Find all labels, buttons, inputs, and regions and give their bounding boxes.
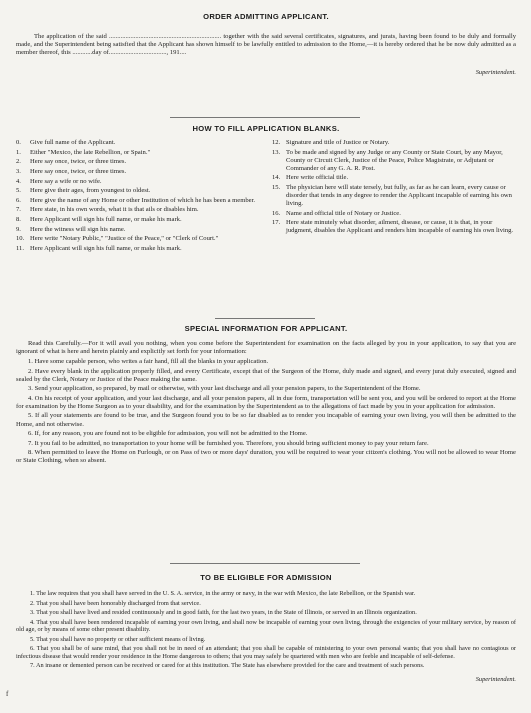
eligible-section: [16, 573, 516, 684]
instruction-text: Here the witness will sign his name.: [30, 225, 126, 233]
eligible-paragraphs: [16, 590, 516, 670]
special-paragraph: 6. If, for any reason, you are found not to be eligible for admission, you will not be admitted to the Home.: [28, 430, 308, 438]
instruction-number: 14.: [272, 174, 281, 182]
divider: [215, 318, 315, 319]
how-to-section: [16, 124, 516, 133]
how-to-title: HOW TO FILL APPLICATION BLANKS.: [192, 124, 340, 133]
how-to-left-column: [16, 139, 260, 255]
instruction-number: 9.: [16, 225, 21, 233]
eligibility-requirement: 7. An insane or demented person can be received or cared for at this institution. The State has elsewhere provided for the care and treatment of such persons.: [30, 662, 425, 670]
instruction-item: [272, 210, 516, 218]
special-paragraph: 3. Send your application, so prepared, by mail or otherwise, with your last discharge and all your pension papers, to the Superintendent of the Home.: [28, 385, 421, 393]
instruction-text: Here write official title.: [286, 174, 349, 182]
instruction-item: [272, 174, 516, 182]
instruction-text: The physician here will state tersely, but fully, as far as he can learn, every cause or disorder that tends in any degree to render the Applicant incapable of earning his own living.: [286, 183, 512, 207]
special-paragraph: Read this Carefully.—For it will avail you nothing, when you come before the Superintendent for examination on the facts alleged by you in your application, to say that you are ignorant of what is here and herein plainly and explicitly set forth for your information:: [16, 340, 516, 356]
instruction-item: [16, 226, 260, 234]
instruction-item: [16, 158, 260, 166]
instruction-text: Here give their ages, from youngest to oldest.: [30, 187, 151, 195]
special-paragraph: 8. When permitted to leave the Home on Furlough, or on Pass of two or more days' duration, you will be required to wear your citizen's clothing. You will not be allowed to wear Home or State Clothing, when so absent.: [16, 449, 516, 465]
special-title: SPECIAL INFORMATION FOR APPLICANT.: [184, 324, 348, 333]
instruction-number: 10.: [16, 235, 25, 243]
order-section: [16, 12, 516, 77]
instruction-text: Give full name of the Applicant.: [30, 139, 116, 146]
instruction-text: Here Applicant will sign his full name, or make his mark.: [30, 244, 182, 252]
order-signature: Superintendent.: [475, 69, 516, 77]
margin-mark: f: [6, 690, 9, 698]
instruction-item: [16, 245, 260, 253]
instruction-text: Here state minutely what disorder, ailment, disease, or cause, it is that, in your judgment, disables the Applicant and renders him incapable of earning his own living.: [286, 219, 514, 235]
order-title: ORDER ADMITTING APPLICANT.: [203, 12, 329, 21]
eligibility-requirement: 1. The law requires that you shall have served in the U. S. A. service, in the army or navy, in the war with Mexico, the late Rebellion, or the Spanish war.: [30, 590, 416, 598]
instruction-item: [16, 168, 260, 176]
instruction-item: [16, 187, 260, 195]
eligible-signature: Superintendent.: [475, 676, 516, 684]
instruction-item: [16, 139, 260, 147]
instruction-text: Here say once, twice, or three times.: [30, 167, 127, 175]
instruction-number: 4.: [16, 177, 21, 185]
instruction-number: 15.: [272, 183, 281, 191]
special-paragraph: 4. On his receipt of your application, and your last discharge, and all your pension papers, all in due form, transportation will be sent you, and you will be ordered to report at the Home for examination by the Home Surgeon as to your disability, and for the examination by the Superintendent as to the allegations of fact made by you in your application for admission.: [16, 394, 516, 410]
instruction-text: To be made and signed by any Judge or any County or State Court, by any Mayor, County or Circuit Clerk, Justice of the Peace, Police Magistrate, or Adjutant or Commander of any G. A. R. Post.: [286, 148, 503, 172]
instruction-item: [272, 139, 516, 147]
instruction-item: [272, 184, 516, 208]
instruction-item: [272, 219, 516, 235]
instruction-item: [16, 216, 260, 224]
special-section: [16, 324, 516, 467]
instruction-number: 5.: [16, 187, 21, 195]
instruction-text: Here write "Notary Public," "Justice of the Peace," or "Clerk of Court.": [30, 235, 219, 243]
special-paragraph: 5. If all your statements are found to be true, and the Surgeon found you to be so far disabled as to render you incapable of earning your own living, you will then be admitted to the Home, and not otherwise.: [16, 412, 516, 428]
how-to-right-column: [272, 139, 516, 255]
instruction-number: 13.: [272, 148, 281, 156]
instruction-number: 1.: [16, 148, 21, 156]
eligibility-requirement: 4. That you shall have been rendered incapable of earning your own living, and shall now be incapable of earning your own living, through the exigencies of your military service, by reason of old age, or by means of some other present disability.: [16, 618, 516, 634]
instruction-number: 7.: [16, 206, 21, 214]
instruction-item: [16, 235, 260, 243]
special-paragraph: 2. Have every blank in the application properly filled, and every Certificate, except that of the Surgeon of the Home, duly made and signed, and every jurat duly executed, signed and sealed by the Clerk, Notary or Justice of the Peace making the same.: [16, 367, 516, 383]
instruction-item: [16, 149, 260, 157]
instruction-number: 11.: [16, 244, 24, 252]
eligibility-requirement: 2. That you shall have been honorably discharged from that service.: [30, 599, 201, 607]
instruction-item: [16, 178, 260, 186]
special-paragraphs: [16, 340, 516, 465]
instruction-text: Either "Mexico, the late Rebellion, or Spain.": [30, 148, 151, 156]
instruction-number: 12.: [272, 139, 281, 146]
special-paragraph: 7. It you fail to be admitted, no transportation to your home will be furnished you. Therefore, you should bring sufficient money to pay your return fare.: [28, 439, 429, 447]
instruction-number: 6.: [16, 196, 21, 204]
special-paragraph: 1. Have some capable person, who writes a fair hand, fill all the blanks in your application.: [28, 357, 269, 365]
instruction-text: Signature and title of Justice or Notary.: [286, 139, 390, 146]
instruction-text: Here state, in his own words, what it is that ails or disables him.: [30, 206, 199, 214]
instruction-number: 17.: [272, 219, 281, 227]
instruction-item: [16, 197, 260, 205]
divider: [170, 563, 360, 564]
instruction-number: 0.: [16, 139, 21, 146]
instruction-text: Here Applicant will sign his full name, or make his mark.: [30, 216, 182, 223]
eligibility-requirement: 6. That you shall be of sane mind, that you shall not be in need of an attendant; that you shall be capable of ministering to your own personal wants; that you shall have no contagious or infectious disease that would render your residence in the Home dangerous to others; that you may safely be quartered with men who are feeble and incapable of self-defense.: [16, 645, 516, 660]
how-to-columns: [16, 139, 516, 255]
instruction-number: 2.: [16, 158, 21, 166]
instruction-text: Name and official title of Notary or Justice.: [286, 209, 401, 217]
divider: [170, 117, 360, 118]
instruction-text: Here say once, twice, or three times.: [30, 158, 127, 166]
instruction-number: 8.: [16, 216, 21, 223]
instruction-text: Here give the name of any Home or other Institution of which he has been a member.: [30, 196, 256, 204]
eligible-title: TO BE ELIGIBLE FOR ADMISSION: [200, 573, 332, 582]
instruction-item: [16, 206, 260, 214]
instruction-text: Here say a wife or no wife.: [30, 177, 102, 185]
eligibility-requirement: 3. That you shall have lived and resided continuously and in good faith, for the last two years, in the State of Illinois, or served in an Illinois organization.: [30, 609, 417, 617]
eligibility-requirement: 5. That you shall have no property or other sufficient means of living.: [30, 635, 206, 643]
instruction-number: 3.: [16, 167, 21, 175]
instruction-item: [272, 149, 516, 173]
order-body: The application of the said .................................................................... together with the said several certificates, signatures, and jurats, having been found to be duly and formally made, and the Superintendent being satisfied that the Applicant has shown himself to be lawfully entitled to admission to the Home,—it is hereby ordered that he be now duly admitted as a member thereof, this ............day of..................................., 191....: [16, 33, 516, 57]
instruction-number: 16.: [272, 209, 281, 217]
